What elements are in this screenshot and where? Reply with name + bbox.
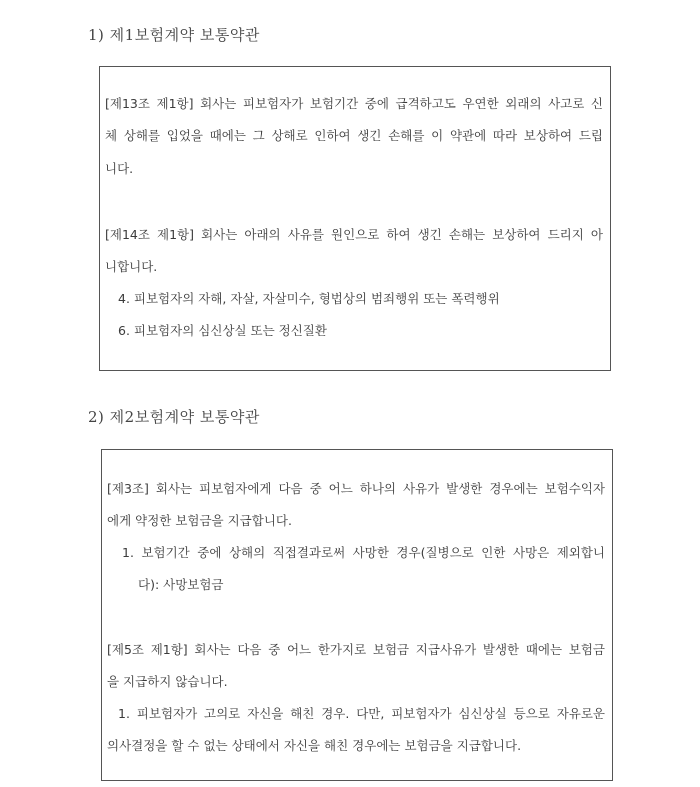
clause5-line1: [제5조 제1항] 회사는 다음 중 어느 한가지로 보험금 지급사유가 발생한 때에는 보험금 [107, 642, 605, 657]
clause5-item1-line1: 1. 피보험자가 고의로 자신을 해친 경우. 다만, 피보험자가 심신상실 등으로 자유로운 [118, 706, 605, 721]
clause5-line2: 을 지급하지 않습니다. [107, 674, 228, 689]
section2-heading: 2) 제2보험계약 보통약관 [88, 408, 260, 426]
clause14-item6: 6. 피보험자의 심신상실 또는 정신질환 [118, 323, 327, 338]
clause3-line1: [제3조] 회사는 피보험자에게 다음 중 어느 하나의 사유가 발생한 경우에는 보험수익자 [107, 481, 605, 496]
clause14-line2: 니합니다. [105, 259, 158, 274]
section2-clause-box [101, 449, 613, 781]
clause13-line2: 체 상해를 입었을 때에는 그 상해로 인하여 생긴 손해를 이 약관에 따라 보상하여 드립 [105, 128, 603, 143]
clause5-item1-line2: 의사결정을 할 수 없는 상태에서 자신을 해친 경우에는 보험금을 지급합니다. [107, 738, 522, 753]
clause3-item1-line1: 1. 보험기간 중에 상해의 직접결과로써 사망한 경우(질병으로 인한 사망은 제외합니 [122, 545, 605, 560]
clause13-line3: 니다. [105, 161, 134, 176]
clause13-line1: [제13조 제1항] 회사는 피보험자가 보험기간 중에 급격하고도 우연한 외래의 사고로 신 [105, 96, 603, 111]
clause3-line2: 에게 약정한 보험금을 지급합니다. [107, 513, 292, 528]
clause14-item4: 4. 피보험자의 자해, 자살, 자살미수, 형법상의 범죄행위 또는 폭력행위 [118, 291, 500, 306]
section1-heading: 1) 제1보험계약 보통약관 [88, 26, 260, 44]
clause3-item1-line2: 다): 사망보험금 [138, 577, 224, 592]
clause14-line1: [제14조 제1항] 회사는 아래의 사유를 원인으로 하여 생긴 손해는 보상하여 드리지 아 [105, 227, 603, 242]
